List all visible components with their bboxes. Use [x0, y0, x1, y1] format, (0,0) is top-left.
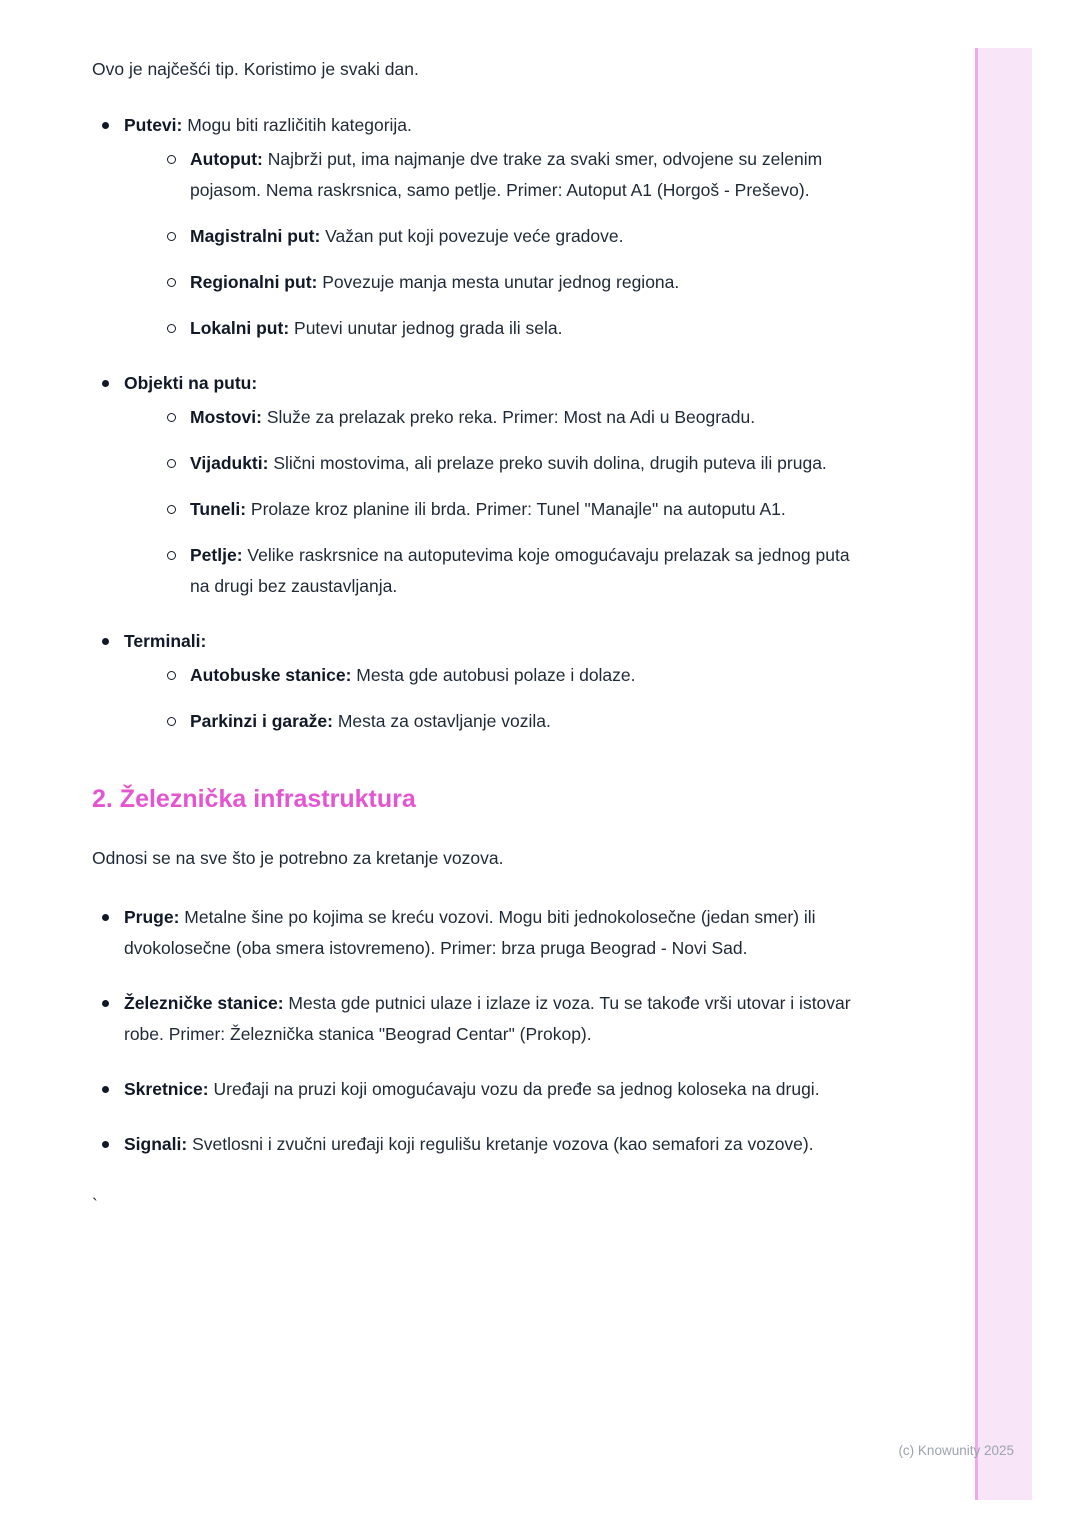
list-item — [157, 221, 862, 252]
list-item — [157, 144, 862, 206]
bullet-disc-icon — [102, 380, 109, 387]
sub-list — [124, 402, 862, 602]
bullet-circle-icon — [167, 505, 176, 514]
bullet-circle-icon — [167, 717, 176, 726]
list-item — [157, 494, 862, 525]
bullet-disc-icon — [102, 1000, 109, 1007]
list-item-text: Autoput: Najbrži put, ima najmanje dve trake za svaki smer, odvojene su zelenim pojasom. Nema raskrsnica, samo petlje. Primer: Autoput A1 (Horgoš - Preševo). — [190, 149, 823, 200]
list-item — [92, 626, 862, 737]
list-item-label: Regionalni put: — [190, 272, 318, 292]
bullet-disc-icon — [102, 638, 109, 645]
list-item-label: Objekti na putu: — [124, 373, 258, 393]
list-item-text: Lokalni put: Putevi unutar jednog grada ili sela. — [190, 318, 563, 338]
list-item-text: Tuneli: Prolaze kroz planine ili brda. Primer: Tunel "Manajle" na autoputu A1. — [190, 499, 786, 519]
bullet-circle-icon — [167, 232, 176, 241]
list-item — [92, 988, 862, 1050]
list-item-text: Putevi: Mogu biti različitih kategorija. — [124, 115, 412, 135]
list-item-text: Regionalni put: Povezuje manja mesta unutar jednog regiona. — [190, 272, 680, 292]
list-item-text — [124, 373, 257, 393]
list-item — [157, 448, 862, 479]
list-item-label: Magistralni put: — [190, 226, 321, 246]
bullet-disc-icon — [102, 914, 109, 921]
list-item — [157, 313, 862, 344]
list-item — [157, 267, 862, 298]
list-item — [157, 540, 862, 602]
list-item-text: Mostovi: Služe za prelazak preko reka. Primer: Most na Adi u Beogradu. — [190, 407, 756, 427]
list-item-label: Parkinzi i garaže: — [190, 711, 333, 731]
list-item — [92, 110, 862, 344]
rail-intro-paragraph: Odnosi se na sve što je potrebno za kretanje vozova. — [92, 848, 504, 868]
list-item-label: Železničke stanice: — [124, 993, 284, 1013]
list-item-label: Terminali: — [124, 631, 207, 651]
list-item-label: Skretnice: — [124, 1079, 209, 1099]
list-item-label: Lokalni put: — [190, 318, 290, 338]
list-item-label: Signali: — [124, 1134, 188, 1154]
list-item — [92, 1074, 862, 1105]
list-item-text: Signali: Svetlosni i zvučni uređaji koji regulišu kretanje vozova (kao semafori za vozove). — [124, 1134, 814, 1154]
list-item-text: Parkinzi i garaže: Mesta za ostavljanje vozila. — [190, 711, 551, 731]
list-item — [157, 660, 862, 691]
list-item-label: Mostovi: — [190, 407, 262, 427]
list-item-label: Autobuske stanice: — [190, 665, 352, 685]
bullet-circle-icon — [167, 551, 176, 560]
sub-list — [124, 660, 862, 737]
list-item-text: Skretnice: Uređaji na pruzi koji omogućavaju vozu da pređe sa jednog koloseka na drugi. — [124, 1079, 820, 1099]
list-item-label: Tuneli: — [190, 499, 247, 519]
rail-infrastructure-list — [92, 902, 862, 1160]
list-item — [92, 902, 862, 964]
copyright-text: (c) Knowunity 2025 — [898, 1443, 1014, 1458]
list-item — [157, 706, 862, 737]
list-item-text — [124, 631, 206, 651]
section-heading-rail: 2. Železnička infrastruktura — [92, 785, 416, 813]
bullet-circle-icon — [167, 671, 176, 680]
bullet-circle-icon — [167, 413, 176, 422]
decorative-stripe-band — [978, 48, 1032, 1500]
bullet-circle-icon — [167, 459, 176, 468]
road-infrastructure-list — [92, 110, 862, 737]
list-item-label: Autoput: — [190, 149, 263, 169]
list-item-text: Autobuske stanice: Mesta gde autobusi polaze i dolaze. — [190, 665, 636, 685]
list-item-text: Vijadukti: Slični mostovima, ali prelaze preko suvih dolina, drugih puteva ili pruga. — [190, 453, 827, 473]
list-item-label: Putevi: — [124, 115, 183, 135]
list-item-label: Pruge: — [124, 907, 180, 927]
list-item — [157, 402, 862, 433]
bullet-disc-icon — [102, 1141, 109, 1148]
sub-list — [124, 144, 862, 344]
bullet-circle-icon — [167, 324, 176, 333]
list-item-label: Vijadukti: — [190, 453, 269, 473]
list-item-text: Železničke stanice: Mesta gde putnici ulaze i izlaze iz voza. Tu se takođe vrši utovar i istovar robe. Primer: Železnička stanica "Beograd Centar" (Prokop). — [124, 993, 851, 1044]
list-item-text: Petlje: Velike raskrsnice na autoputevima koje omogućavaju prelazak sa jednog puta na drugi bez zaustavljanja. — [190, 545, 850, 596]
stray-backtick-char: ` — [92, 1195, 98, 1215]
bullet-circle-icon — [167, 278, 176, 287]
intro-paragraph: Ovo je najčešći tip. Koristimo je svaki dan. — [92, 59, 419, 79]
list-item — [92, 1129, 862, 1160]
bullet-disc-icon — [102, 1086, 109, 1093]
bullet-circle-icon — [167, 155, 176, 164]
bullet-disc-icon — [102, 122, 109, 129]
list-item-text: Pruge: Metalne šine po kojima se kreću vozovi. Mogu biti jednokolosečne (jedan smer) ili dvokolosečne (oba smera istovremeno). Primer: brza pruga Beograd - Novi Sad. — [124, 907, 816, 958]
list-item-label: Petlje: — [190, 545, 243, 565]
list-item-text: Magistralni put: Važan put koji povezuje veće gradove. — [190, 226, 624, 246]
list-item — [92, 368, 862, 602]
